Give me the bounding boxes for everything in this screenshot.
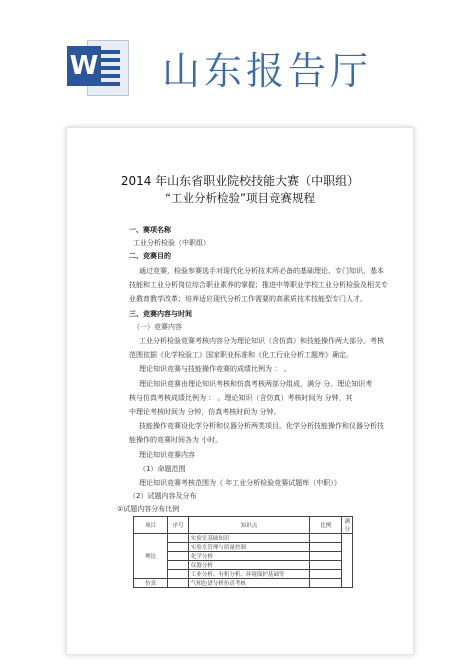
table-row (134, 534, 353, 543)
document-preview[interactable] (66, 127, 414, 655)
table-cell: 气相色谱分析仿真考核 (188, 579, 309, 588)
table-cell (310, 543, 342, 552)
table-header-cell: 项目 (134, 517, 168, 534)
table-header-cell: 序号 (168, 517, 189, 534)
table-cell: 化学分析 (188, 552, 309, 561)
table-cell (310, 579, 342, 588)
brand-title: 山东报告厅 (162, 49, 373, 93)
table-cell: 实验室基础知识 (188, 534, 309, 543)
table-cell: 工业分析、有机分析、环境保护基础等 (188, 570, 309, 579)
word-document-icon (67, 38, 129, 96)
table-header-row (134, 517, 353, 534)
table-header-cell: 比例 (310, 517, 342, 534)
section-line: 工业分析检验（中职组） (133, 239, 210, 247)
section-line: 核与仿真考核成绩比例为 ： 。理论知识（含仿真）考核时间为 分钟，其 (129, 394, 353, 402)
section-line: 业教育教学改革；培养适应现代分析工作需要的高素质技术技能型专门人才。 (129, 295, 367, 303)
table-cell (342, 534, 353, 588)
section-line: 理论知识竞赛由理论知识考核和仿真考核两部分组成，满分 分。理论知识考 (139, 380, 373, 388)
doc-title-line2: “工业分析检验”项目竞赛规程 (165, 191, 315, 205)
section-line: 理论知识竞赛与技能操作竞赛的成绩比例为 ： 。 (139, 365, 291, 373)
content-distribution-table (133, 516, 353, 588)
table-group-cell: 仿真 (134, 579, 168, 588)
table-cell: 实验室管理与质量控制 (188, 543, 309, 552)
section-line: 中理论考核时间为 分钟，仿真考核时间为 分钟。 (129, 408, 281, 416)
table-cell (310, 534, 342, 543)
table-header-cell: 知识点 (188, 517, 309, 534)
table-cell (168, 543, 189, 552)
table-cell (310, 570, 342, 579)
section-line: 理论知识竞赛内容 (139, 451, 195, 459)
section-line: 技能和工业分析岗位综合职业素养的掌握；推进中等职业学校工业分析检验及相关专 (129, 281, 388, 289)
table-cell (168, 570, 189, 579)
section-line: 能操作的竞赛时间各为 小时。 (129, 436, 223, 444)
section-line: （一）竞赛内容 (133, 323, 182, 331)
table-row (134, 579, 353, 588)
section-line: （1）命题范围 (139, 465, 186, 473)
section-line: 工业分析检验竞赛考核内容分为理论知识（含仿真）和技能操作两大部分。考核 (139, 337, 384, 345)
table-cell (168, 534, 189, 543)
table-cell: 仪器分析 (188, 561, 309, 570)
table-cell (310, 552, 342, 561)
section-heading: 三、竞赛内容与时间 (129, 310, 192, 318)
section-heading: 一、赛项名称 (129, 226, 171, 234)
word-letter-badge: W (67, 46, 101, 86)
section-line: （2）试题内容及分布 (129, 492, 197, 500)
table-cell (310, 561, 342, 570)
header-banner (0, 0, 474, 115)
table-header-cell: 满分 (342, 517, 353, 534)
table-cell (168, 561, 189, 570)
table-cell (168, 552, 189, 561)
section-line: 技能操作竞赛设化学分析和仪器分析两类项目。化学分析技能操作和仪器分析技 (139, 422, 384, 430)
section-line: 范围依据《化学检验工》国家职业标准和《化工行业分析工题库》确定。 (129, 351, 353, 359)
section-line: ①试题内容分布比例 (117, 505, 180, 513)
section-line: 理论知识竞赛考核范围为《 年工业分析检验竞赛试题库（中职）》 (139, 479, 341, 487)
section-heading: 二、竞赛目的 (129, 252, 171, 260)
table-cell (168, 579, 189, 588)
doc-title-line1: 2014 年山东省职业院校技能大赛（中职组） (120, 174, 360, 188)
table-group-cell: 理论 (134, 534, 168, 579)
section-line: 通过竞赛，检验参赛选手对现代化分析技术所必备的基础理论、专门知识、基本 (139, 267, 384, 275)
